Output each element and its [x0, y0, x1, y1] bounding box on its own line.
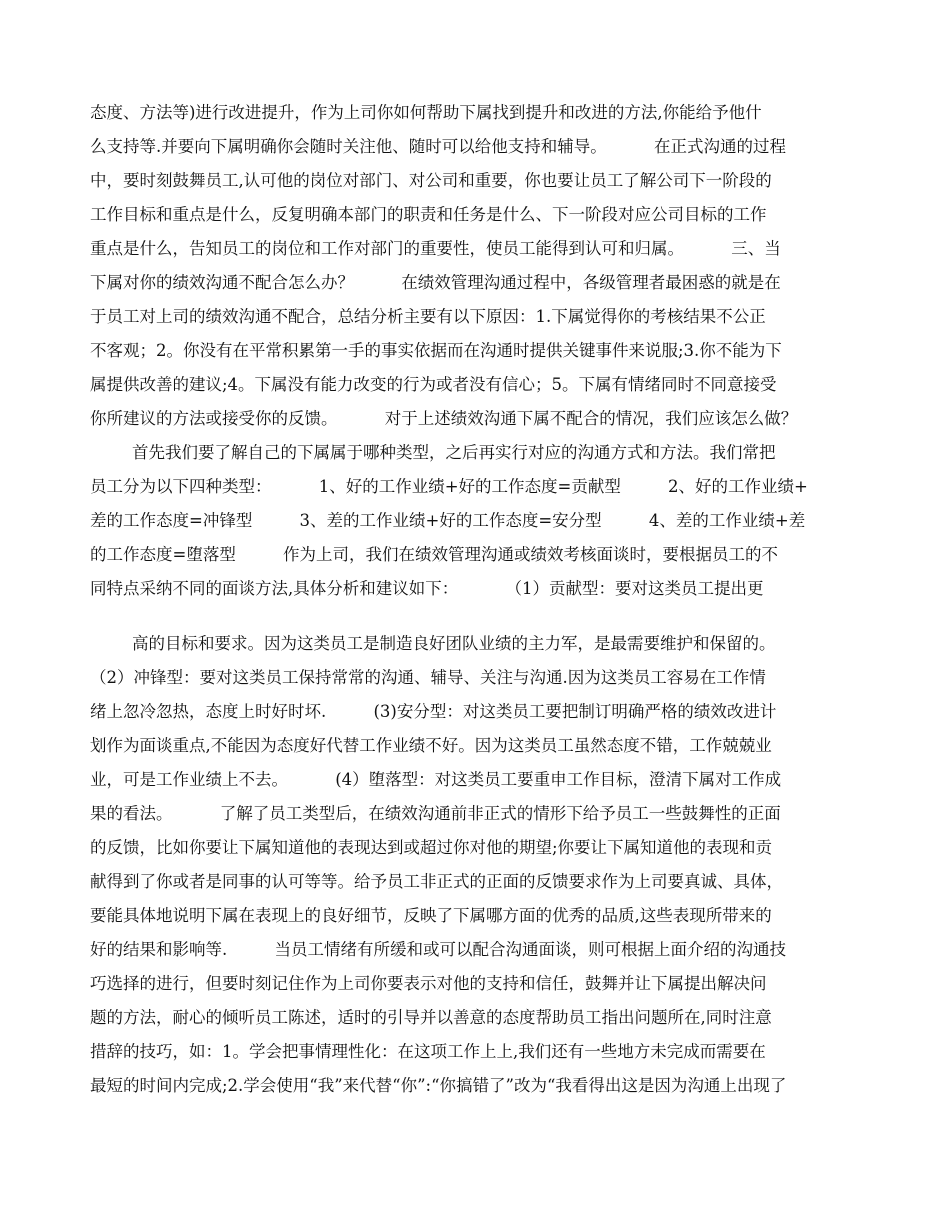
- text-line: 高的目标和要求。因为这类员工是制造良好团队业绩的主力军，是最需要维护和保留的。: [90, 634, 776, 653]
- text-line: 巧选择的进行，但要时刻记住作为上司你要表示对他的支持和信任，鼓舞并让下属提出解决问: [90, 974, 767, 993]
- text-line: 好的结果和影响等. 当员工情绪有所缓和或可以配合沟通面谈，则可根据上面介绍的沟通技: [90, 940, 786, 959]
- text-line: 工作目标和重点是什么，反复明确本部门的职责和任务是什么、下一阶段对应公司目标的工作: [90, 205, 767, 224]
- text-line: 同特点采纳不同的面谈方法,具体分析和建议如下： （1）贡献型：要对这类员工提出更: [90, 579, 764, 598]
- text-line: 最短的时间内完成;2.学会使用“我”来代替“你”:“你搞错了”改为“我看得出这是因为沟通上出现了: [90, 1076, 787, 1095]
- text-line: 的工作态度=堕落型 作为上司，我们在绩效管理沟通或绩效考核面谈时，要根据员工的不: [90, 545, 779, 564]
- text-line: （2）冲锋型：要对这类员工保持常常的沟通、辅导、关注与沟通.因为这类员工容易在工作情: [90, 668, 766, 687]
- text-line: 差的工作态度=冲锋型 3、差的工作业绩+好的工作态度=安分型 4、差的工作业绩+差: [90, 511, 806, 530]
- text-line: 于员工对上司的绩效沟通不配合，总结分析主要有以下原因：1.下属觉得你的考核结果不公正: [90, 307, 766, 326]
- text-line: 不客观；2。你没有在平常积累第一手的事实依据而在沟通时提供关键事件来说服;3.你不能为下: [90, 341, 782, 360]
- text-line: 果的看法。 了解了员工类型后，在绩效沟通前非正式的情形下给予员工一些鼓舞性的正面: [90, 804, 781, 823]
- text-line: 你所建议的方法或接受你的反馈。 对于上述绩效沟通下属不配合的情况，我们应该怎么做？: [90, 409, 798, 428]
- text-line: 的反馈，比如你要让下属知道他的表现达到或超过你对他的期望;你要让下属知道他的表现和贡: [90, 838, 773, 857]
- text-line: 业，可是工作业绩上不去。 (4）堕落型：对这类员工要重申工作目标，澄清下属对工作成: [90, 770, 782, 789]
- text-line: 措辞的技巧，如：1。学会把事情理性化：在这项工作上上,我们还有一些地方未完成而需要在: [90, 1042, 766, 1061]
- text-line: 下属对你的绩效沟通不配合怎么办？ 在绩效管理沟通过程中，各级管理者最困惑的就是在: [90, 273, 781, 292]
- text-line: 属提供改善的建议;4。下属没有能力改变的行为或者没有信心；5。下属有情绪同时不同意接受: [90, 375, 777, 394]
- text-line: 划作为面谈重点,不能因为态度好代替工作业绩不好。因为这类员工虽然态度不错，工作兢兢业: [90, 736, 772, 755]
- text-line: 重点是什么，告知员工的岗位和工作对部门的重要性，使员工能得到认可和归属。 三、当: [90, 239, 781, 258]
- text-line: 题的方法，耐心的倾听员工陈述，适时的引导并以善意的态度帮助员工指出问题所在,同时注意: [90, 1008, 772, 1027]
- text-line: 献得到了你或者是同事的认可等等。给予员工非正式的正面的反馈要求作为上司要真诚、具体，: [90, 872, 783, 891]
- text-line: 中，要时刻鼓舞员工,认可他的岗位对部门、对公司和重要，你也要让员工了解公司下一阶段的: [90, 171, 772, 190]
- text-line: 绪上忽冷忽热，态度上时好时坏. (3)安分型：对这类员工要把制订明确严格的绩效改进计: [90, 702, 777, 721]
- text-line: 首先我们要了解自己的下属属于哪种类型，之后再实行对应的沟通方式和方法。我们常把: [90, 443, 776, 462]
- text-line: 员工分为以下四种类型： 1、好的工作业绩+好的工作态度=贡献型 2、好的工作业绩+: [90, 477, 808, 496]
- text-line: 么支持等.并要向下属明确你会随时关注他、随时可以给他支持和辅导。 在正式沟通的过程: [90, 137, 786, 156]
- text-line: 要能具体地说明下属在表现上的良好细节，反映了下属哪方面的优秀的品质,这些表现所带来的: [90, 906, 772, 925]
- text-line: 态度、方法等)进行改进提升，作为上司你如何帮助下属找到提升和改进的方法,你能给予他什: [90, 103, 762, 122]
